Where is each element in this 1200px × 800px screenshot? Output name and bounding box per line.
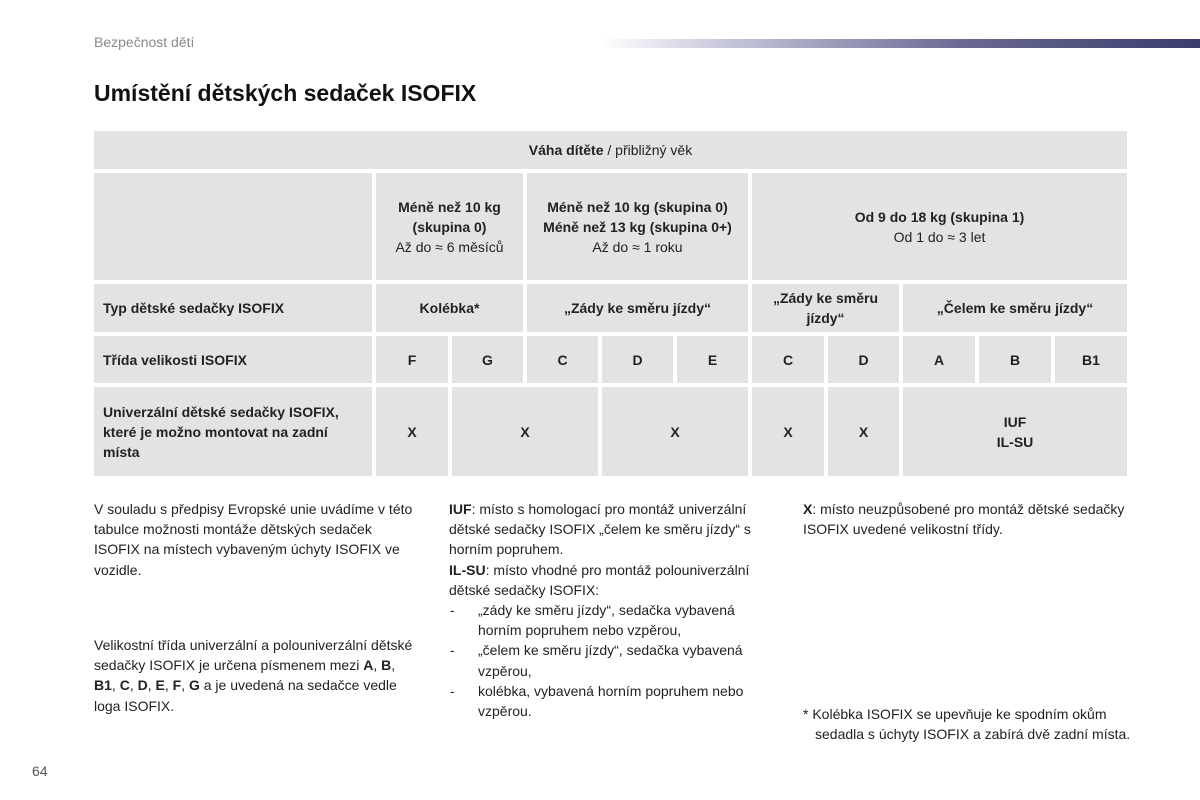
paragraph: V souladu s předpisy Evropské unie uvádíme v této tabulce možnosti montáže dětských sedaček ISOFIX na místech vybaveným úchyty ISOFIX ve vozidle.: [94, 501, 413, 578]
separator: ,: [147, 677, 156, 694]
letter: E: [155, 677, 165, 694]
empty-corner-cell: [94, 173, 372, 280]
size-cell: C: [752, 336, 824, 383]
weight-header-bold: Váha dítěte: [528, 142, 604, 158]
col2-text: [449, 499, 779, 721]
term: X: [803, 501, 813, 517]
term: IUF: [449, 501, 472, 517]
letter: A: [363, 657, 374, 674]
term: IL-SU: [449, 561, 486, 578]
universal-cell: X: [752, 387, 824, 476]
group-cell: [527, 173, 748, 280]
group-line: Méně než 10 kg (skupina 0): [547, 198, 728, 215]
type-cell: „Zády ke směru jízdy“: [527, 284, 748, 332]
letter: F: [172, 677, 182, 694]
separator: ,: [373, 657, 382, 674]
group-age: Od 1 do ≈ 3 let: [893, 228, 986, 245]
letter: B1: [94, 677, 112, 694]
group-line: Od 9 do 18 kg (skupina 1): [854, 208, 1025, 225]
col1-text: [94, 499, 414, 580]
footnote: * Kolébka ISOFIX se upevňuje ke spodním okům sedadla s úchyty ISOFIX a zabírá dvě zadní místa.: [803, 706, 1131, 743]
group-line: Méně než 13 kg (skupina 0+): [543, 218, 732, 235]
type-cell: Kolébka*: [376, 284, 523, 332]
definition: : místo vhodné pro montáž polouniverzální dětské sedačky ISOFIX:: [449, 561, 750, 598]
size-cell: G: [452, 336, 523, 383]
dash-list: [449, 600, 779, 721]
size-cell: B: [979, 336, 1051, 383]
size-cell: F: [376, 336, 448, 383]
separator: ,: [181, 677, 189, 694]
col1-size-class-text: [94, 635, 416, 716]
separator: ,: [164, 677, 173, 694]
col3-text: [803, 499, 1133, 539]
size-cell: A: [903, 336, 975, 383]
universal-cell: X: [828, 387, 899, 476]
separator: ,: [111, 677, 120, 694]
list-item: - kolébka, vybavená horním popruhem nebo vzpěrou.: [449, 681, 779, 721]
type-line: jízdy“: [806, 310, 845, 326]
group-age: Až do ≈ 1 roku: [592, 238, 683, 255]
type-line: „Zády ke směru: [772, 290, 879, 306]
type-cell: [752, 284, 899, 332]
type-row-label: Typ dětské sedačky ISOFIX: [94, 284, 372, 332]
separator: ,: [129, 677, 138, 694]
definition: : místo s homologací pro montáž univerzální dětské sedačky ISOFIX „čelem ke směru jízdy“ s horním popruhem.: [449, 501, 751, 558]
definition: : místo neuzpůsobené pro montáž dětské sedačky ISOFIX uvedené velikostní třídy.: [803, 501, 1125, 538]
section-label: Bezpečnost dětí: [94, 34, 195, 50]
paragraph: [803, 499, 1133, 539]
size-cell: D: [602, 336, 673, 383]
universal-line: IUF: [1003, 413, 1027, 430]
text-run: a je uvedená na sedačce vedle loga ISOFIX.: [94, 677, 397, 714]
size-row-label: Třída velikosti ISOFIX: [94, 336, 372, 383]
page-title: Umístění dětských sedaček ISOFIX: [94, 80, 477, 106]
letter: D: [137, 677, 148, 694]
text-run: Velikostní třída univerzální a polouniverzální dětské sedačky ISOFIX je určena písmenem mezi: [94, 637, 413, 674]
group-age: Až do ≈ 6 měsíců: [395, 238, 504, 255]
header-decor-bar: [600, 39, 1200, 48]
letter: B: [381, 657, 392, 674]
group-line: (skupina 0): [412, 218, 487, 235]
paragraph: [94, 635, 416, 716]
universal-cell: X: [602, 387, 748, 476]
universal-line: IL-SU: [996, 433, 1034, 450]
letter: C: [119, 677, 130, 694]
list-item: - „čelem ke směru jízdy“, sedačka vybavená vzpěrou,: [449, 640, 779, 680]
weight-header: [94, 131, 1127, 169]
universal-row-label: Univerzální dětské sedačky ISOFIX, které je možno montovat na zadní místa: [94, 387, 372, 476]
letter: G: [188, 677, 200, 694]
weight-header-rest: / přibližný věk: [603, 142, 693, 158]
page-number: 64: [32, 763, 48, 779]
separator: ,: [391, 657, 396, 674]
group-cell: [376, 173, 523, 280]
size-cell: C: [527, 336, 598, 383]
isofix-table: [94, 131, 1129, 480]
list-item: - „zády ke směru jízdy“, sedačka vybavená horním popruhem nebo vzpěrou,: [449, 600, 779, 640]
paragraph: [449, 499, 779, 560]
size-cell: D: [828, 336, 899, 383]
universal-cell: X: [452, 387, 598, 476]
size-cell: B1: [1055, 336, 1127, 383]
size-cell: E: [677, 336, 748, 383]
universal-cell: X: [376, 387, 448, 476]
paragraph: [449, 560, 779, 600]
type-cell: „Čelem ke směru jízdy“: [903, 284, 1127, 332]
group-cell: [752, 173, 1127, 280]
universal-cell: [903, 387, 1127, 476]
group-line: Méně než 10 kg: [398, 198, 501, 215]
